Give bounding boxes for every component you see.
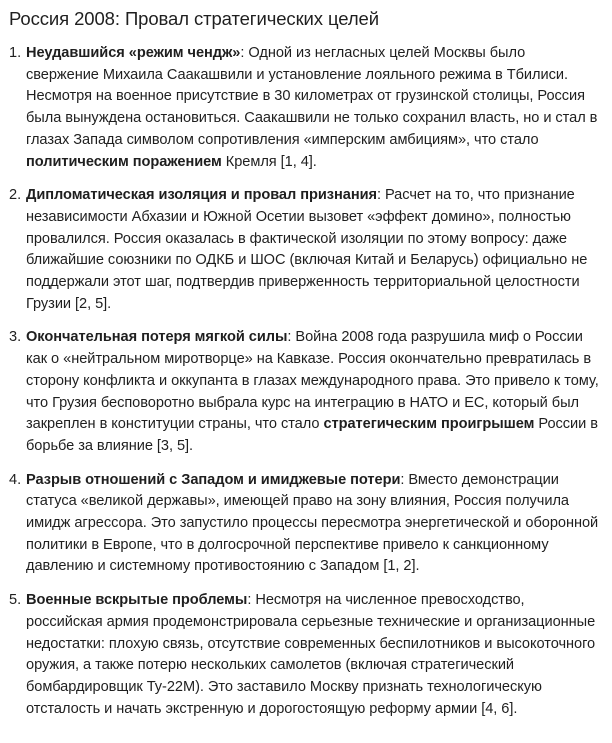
item-text: : Вместо демонстрации статуса «великой державы», имеющей право на зону влияния, Россия получила имидж агрессора. Это запустило процессы пересмотра энергетической и оборонной политики в Европе, что в долгосрочной перспективе привело к санкционному давлению и системному противостоянию с Западом [1, 2]. [26,471,599,575]
list-item [9,470,600,579]
list-item [9,590,600,720]
item-emphasis: политическим поражением [26,153,222,170]
item-text: : Война 2008 года разрушила миф о России как о «нейтральном миротворце» на Кавказе. Россия окончательно превратилась в сторону конфликта и оккупанта в глазах международного права. Это привело к тому, что Грузия бесповоротно выбрала курс на интеграцию в НАТО и ЕС, который был закреплен в конституции страны, что стало [26,329,599,433]
item-heading: Военные вскрытые проблемы [26,592,248,609]
list-item-number: 5. [9,592,22,609]
item-text: : Одной из негласных целей Москвы было свержение Михаила Саакашвили и установление лояльного режима в Тбилиси. Несмотря на военное присутствие в 30 километрах от грузинской столицы, Россия была вынуждена остановиться. Саакашвили не только сохранил власть, но и стал в глазах Запада символом сопротивления «имперским амбициям», что стало [26,45,598,148]
item-heading: Дипломатическая изоляция и провал признания [26,187,377,204]
item-text: : Несмотря на численное превосходство, российская армия продемонстрировала серьезные технические и организационные недостатки: плохую связь, отсутствие современных беспилотников и высокоточного оружия, а также потерю нескольких самолетов (включая стратегический бомбардировщик Ту-22М). Это заставило Москву признать технологическую отсталость и начать экстренную и дорогостоящую реформу армии [4, 6]. [26,592,596,717]
list-item-number: 1. [9,45,22,61]
list-item [9,185,600,315]
list-item-number: 2. [9,187,22,204]
item-emphasis: стратегическим проигрышем [323,416,535,433]
item-heading: Разрыв отношений с Западом и имиджевые потери [26,471,401,488]
numbered-list [9,43,600,720]
list-item [9,43,600,173]
page-title: Россия 2008: Провал стратегических целей [9,8,379,29]
list-item-number: 3. [9,329,22,346]
item-heading: Неудавшийся «режим чендж» [26,45,241,61]
list-item-number: 4. [9,471,22,488]
list-item [9,327,600,457]
item-heading: Окончательная потеря мягкой силы [26,329,288,346]
item-text: России в борьбе за влияние [3, 5]. [26,416,598,454]
item-text: : Расчет на то, что признание независимости Абхазии и Южной Осетии вызовет «эффект домино», полностью провалился. Россия оказалась в фактической изоляции по этому вопросу: даже ближайшие союзники по ОДКБ и ШОС (включая Китай и Беларусь) официально не поддержали этот шаг, подтвердив приверженность территориальной целостности Грузии [2, 5]. [26,187,588,312]
item-text: Кремля [1, 4]. [221,153,317,170]
